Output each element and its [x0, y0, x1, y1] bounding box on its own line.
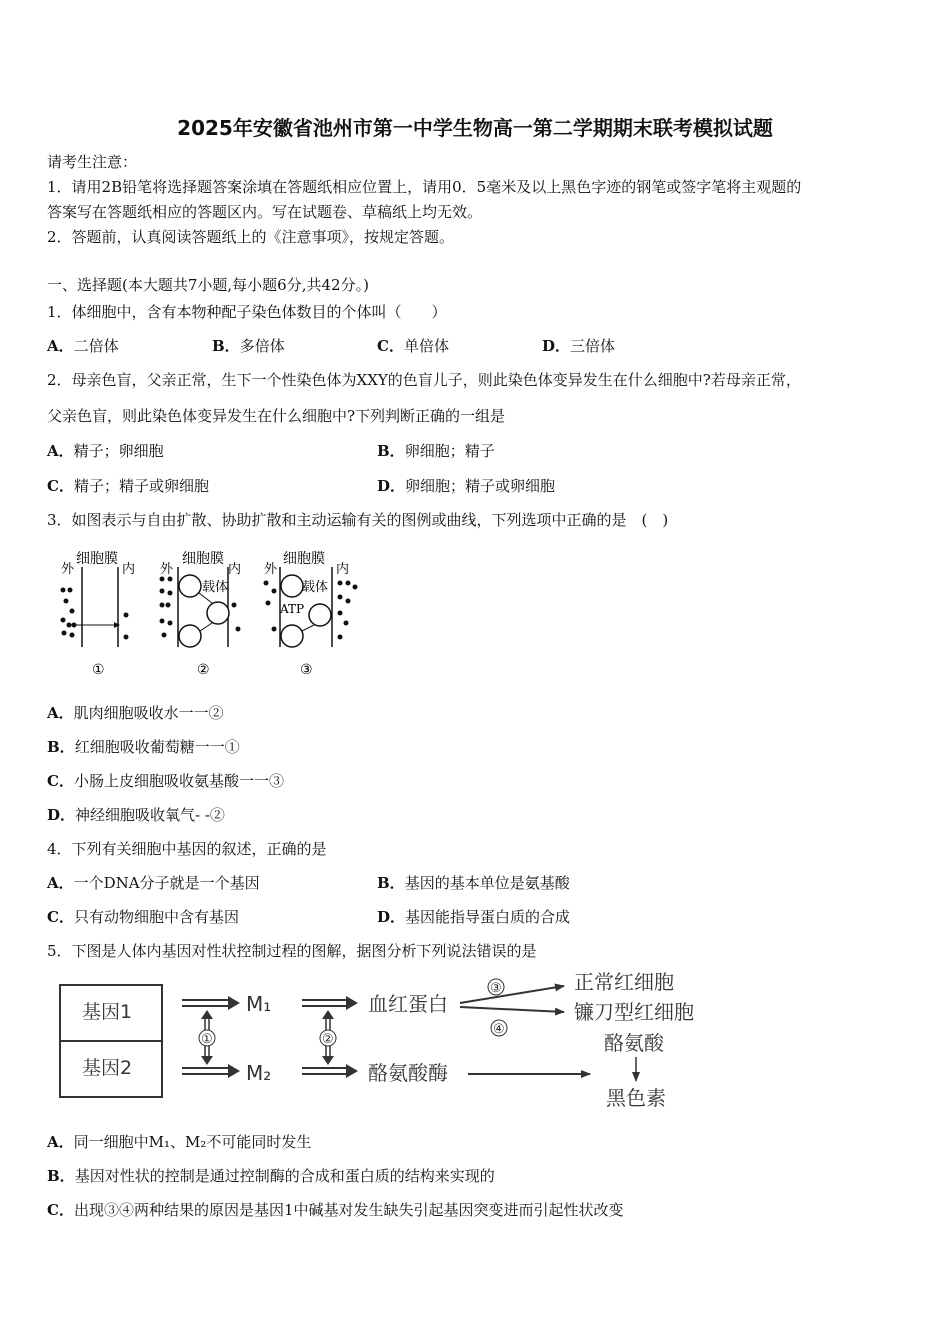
q1-stem: 1．体细胞中，含有本物种配子染色体数目的个体叫（ ） [47, 303, 447, 321]
carrier-protein [281, 575, 303, 597]
hemoglobin-label: 血红蛋白 [368, 992, 448, 1016]
carrier-protein [281, 625, 303, 647]
q1-option-d[interactable] [542, 336, 615, 356]
q5-option-b-text: 基因对性状的控制是通过控制酶的合成和蛋白质的结构来实现的 [74, 1167, 495, 1185]
q1-option-a[interactable] [47, 336, 119, 356]
q3-option-c-text: 小肠上皮细胞吸收氨基酸一一③ [73, 772, 284, 790]
q5-option-c[interactable] [47, 1200, 624, 1220]
q1-option-b-letter: B． [212, 337, 240, 355]
carrier-protein [309, 604, 331, 626]
q5-option-a[interactable] [47, 1132, 311, 1152]
branch-arrow-3 [460, 986, 564, 1003]
q2-option-c[interactable] [47, 476, 209, 496]
carrier-label-2: 载体 [202, 580, 229, 595]
q5-stem: 5．下图是人体内基因对性状控制过程的图解，据图分析下列说法错误的是 [47, 942, 537, 960]
q3-transport-figure [52, 543, 372, 683]
m1-label: M₁ [246, 992, 272, 1016]
q1-option-c[interactable] [377, 336, 449, 356]
carrier-protein [179, 625, 201, 647]
q2-option-d-text: 卵细胞；精子或卵细胞 [405, 477, 556, 495]
page-title: 2025年安徽省池州市第一中学生物高一第二学期期末联考模拟试题 [177, 116, 773, 140]
q2-option-a[interactable] [47, 441, 164, 461]
notice-line-1b: 答案写在答题纸相应的答题区内。写在试题卷、草稿纸上均无效。 [47, 203, 483, 221]
q2-stem-1: 2．母亲色盲，父亲正常，生下一个性染色体为XXY的色盲儿子，则此染色体变异发生在什么细胞中?若母亲正常， [47, 371, 801, 389]
q2-option-d[interactable] [377, 476, 555, 496]
inside-label-1: 内 [122, 562, 136, 577]
carrier-arrow [302, 625, 314, 631]
inside-label-3: 内 [336, 562, 350, 577]
membrane-label-1: 细胞膜 [76, 551, 118, 567]
q5-option-b-letter: B． [47, 1167, 75, 1185]
arrowhead [346, 1064, 358, 1078]
q1-option-c-text: 单倍体 [403, 337, 449, 355]
q2-option-b-letter: B． [377, 442, 405, 460]
membrane-label-3: 细胞膜 [283, 551, 325, 567]
q3-option-a-text: 肌肉细胞吸收水一一② [73, 704, 224, 722]
q3-option-d-letter: D． [47, 806, 76, 824]
arrowhead [322, 1056, 334, 1065]
carrier-protein [179, 575, 201, 597]
step-2-label: ② [322, 1032, 334, 1047]
gene2-label: 基因2 [82, 1057, 133, 1079]
tyrosinase-label: 酪氨酸酶 [368, 1061, 448, 1085]
q3-stem: 3．如图表示与自由扩散、协助扩散和主动运输有关的图例或曲线，下列选项中正确的是 ( ) [47, 511, 669, 529]
q3-option-d[interactable] [47, 805, 225, 825]
step-3-label: ③ [490, 981, 502, 996]
melanin-label: 黑色素 [606, 1086, 666, 1110]
q4-option-d-letter: D． [377, 908, 406, 926]
arrowhead [201, 1056, 213, 1065]
q1-option-a-letter: A． [47, 337, 74, 355]
notice-heading: 请考生注意： [47, 153, 138, 171]
q4-option-c-letter: C． [47, 908, 74, 926]
q2-option-a-letter: A． [47, 442, 74, 460]
q4-option-d[interactable] [377, 907, 570, 927]
q2-option-b[interactable] [377, 441, 495, 461]
q1-option-d-letter: D． [542, 337, 571, 355]
sickle-rbc-label: 镰刀型红细胞 [574, 1000, 694, 1024]
tyrosine-label: 酪氨酸 [604, 1031, 664, 1055]
q3-option-a[interactable] [47, 703, 224, 723]
inside-label-2: 内 [228, 562, 242, 577]
q3-option-d-text: 神经细胞吸收氧气- -② [75, 806, 225, 824]
q1-option-c-letter: C． [377, 337, 404, 355]
q5-option-b[interactable] [47, 1166, 495, 1186]
q1-option-b-text: 多倍体 [239, 337, 285, 355]
panel-label-2: ② [197, 662, 210, 678]
q3-option-b[interactable] [47, 737, 240, 757]
m2-label: M₂ [246, 1061, 272, 1085]
q4-option-d-text: 基因能指导蛋白质的合成 [405, 908, 571, 926]
q3-option-b-text: 红细胞吸收葡萄糖一一① [74, 738, 240, 756]
q1-option-d-text: 三倍体 [570, 337, 616, 355]
normal-rbc-label: 正常红细胞 [574, 970, 674, 994]
arrowhead [346, 996, 358, 1010]
q4-option-a-text: 一个DNA分子就是一个基因 [73, 874, 260, 892]
outside-label-1: 外 [61, 562, 75, 577]
section-heading: 一、选择题(本大题共7小题,每小题6分,共42分。) [47, 276, 369, 294]
step-4-label: ④ [493, 1022, 505, 1037]
q5-gene-control-figure [56, 965, 726, 1125]
q3-option-a-letter: A． [47, 704, 74, 722]
q2-stem-2: 父亲色盲，则此染色体变异发生在什么细胞中?下列判断正确的一组是 [47, 407, 506, 425]
outside-label-3: 外 [264, 562, 278, 577]
q2-option-a-text: 精子；卵细胞 [73, 442, 164, 460]
q2-option-c-letter: C． [47, 477, 74, 495]
q1-option-b[interactable] [212, 336, 285, 356]
q4-option-a-letter: A． [47, 874, 74, 892]
panel-label-1: ① [92, 662, 105, 678]
q2-option-c-text: 精子；精子或卵细胞 [73, 477, 209, 495]
arrowhead [322, 1010, 334, 1019]
q5-option-a-letter: A． [47, 1133, 74, 1151]
carrier-protein [207, 602, 229, 624]
arrowhead [201, 1010, 213, 1019]
q5-option-c-letter: C． [47, 1201, 74, 1219]
arrowhead [228, 996, 240, 1010]
notice-line-2: 2．答题前，认真阅读答题纸上的《注意事项》，按规定答题。 [47, 228, 455, 246]
q4-option-c-text: 只有动物细胞中含有基因 [73, 908, 239, 926]
arrowhead [228, 1064, 240, 1078]
atp-label: ATP [280, 602, 305, 616]
gene1-label: 基因1 [82, 1001, 133, 1023]
q5-option-c-text: 出现③④两种结果的原因是基因1中碱基对发生缺失引起基因突变进而引起性状改变 [73, 1201, 624, 1219]
q4-option-b[interactable] [377, 873, 570, 893]
q3-option-c-letter: C． [47, 772, 74, 790]
q4-option-b-letter: B． [377, 874, 405, 892]
diffusion-arrowhead [114, 622, 120, 628]
q4-stem: 4．下列有关细胞中基因的叙述，正确的是 [47, 840, 327, 858]
q4-option-b-text: 基因的基本单位是氨基酸 [404, 874, 570, 892]
step-1-label: ① [201, 1032, 213, 1047]
carrier-label-3: 载体 [302, 580, 329, 595]
membrane-label-2: 细胞膜 [182, 551, 224, 567]
q2-option-d-letter: D． [377, 477, 406, 495]
notice-line-1a: 1．请用2B铅笔将选择题答案涂填在答题纸相应位置上，请用0．5毫米及以上黑色字迹的钢笔或签字笔将主观题的 [47, 178, 802, 196]
q1-option-a-text: 二倍体 [73, 337, 119, 355]
outside-label-2: 外 [160, 562, 174, 577]
branch-arrow-4 [460, 1007, 564, 1012]
q4-option-c[interactable] [47, 907, 239, 927]
q4-option-a[interactable] [47, 873, 260, 893]
q3-option-b-letter: B． [47, 738, 75, 756]
q2-option-b-text: 卵细胞；精子 [404, 442, 495, 460]
panel-label-3: ③ [300, 662, 313, 678]
q5-option-a-text: 同一细胞中M₁、M₂不可能同时发生 [73, 1133, 312, 1151]
carrier-arrow [200, 623, 212, 631]
q3-option-c[interactable] [47, 771, 284, 791]
